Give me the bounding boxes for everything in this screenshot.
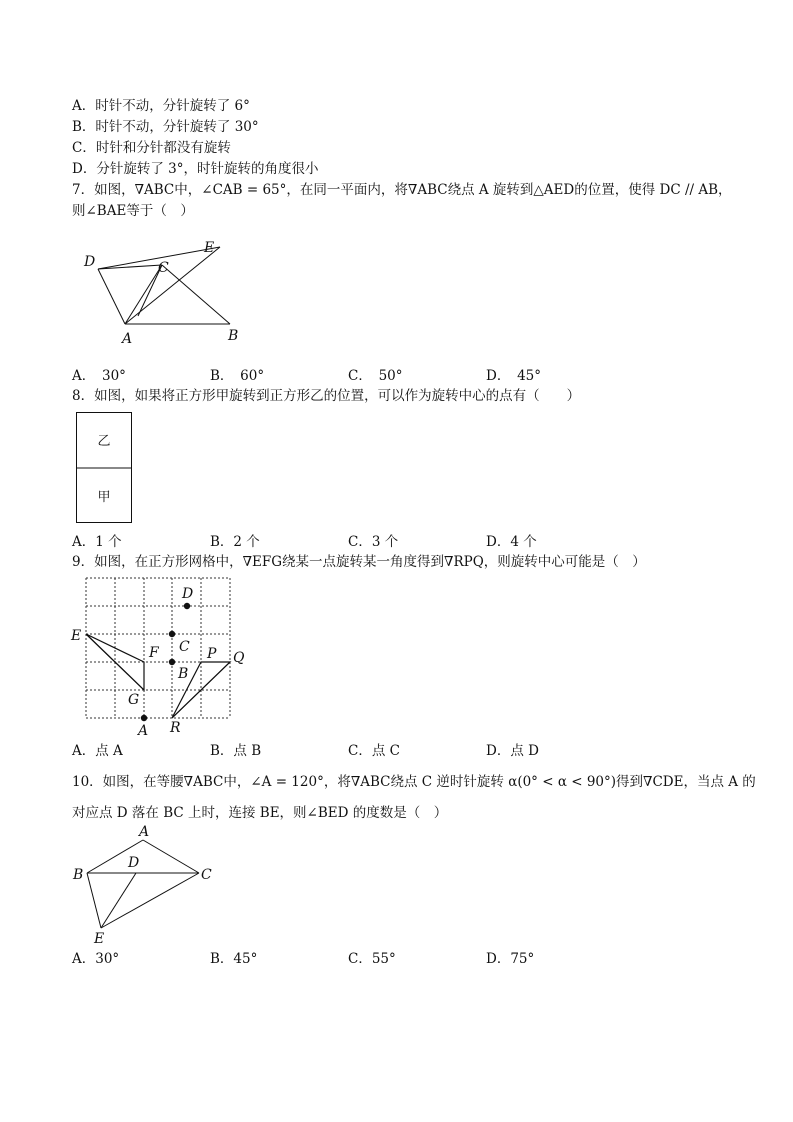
q7-label-e: E bbox=[204, 240, 215, 256]
q9-label-d: D bbox=[182, 586, 194, 602]
q6-option-b: B．时针不动，分针旋转了 30° bbox=[72, 119, 259, 135]
q10-label-b: B bbox=[73, 867, 84, 883]
q10-stem-line2: 对应点 D 落在 BC 上时，连接 BE，则∠BED 的度数是（ ） bbox=[72, 805, 448, 821]
q10-stem-line1: 10．如图，在等腰∇ABC中，∠A = 120°，将∇ABC绕点 C 逆时针旋转 α(0° < α < 90°)得到∇CDE，当点 A 的 bbox=[72, 774, 756, 790]
q7-option-b: B． 60° bbox=[210, 368, 265, 384]
q9-figure bbox=[68, 574, 258, 739]
q9-option-a: A．点 A bbox=[72, 743, 123, 759]
q9-option-d: D．点 D bbox=[486, 743, 539, 759]
q10-label-e: E bbox=[94, 931, 105, 947]
q9-label-f: F bbox=[149, 645, 159, 661]
q7-label-b: B bbox=[228, 328, 239, 344]
q6-option-c: C．时针和分针都没有旋转 bbox=[72, 140, 231, 156]
q9-label-g: G bbox=[128, 692, 140, 708]
q7-label-c: C bbox=[158, 260, 169, 276]
q9-stem: 9．如图，在正方形网格中，∇EFG绕某一点旋转某一角度得到∇RPQ，则旋转中心可能是（ ） bbox=[72, 554, 646, 570]
q9-label-p: P bbox=[207, 646, 217, 662]
q10-option-d: D．75° bbox=[486, 951, 535, 967]
q10-label-a: A bbox=[139, 824, 150, 840]
q10-label-c: C bbox=[201, 867, 212, 883]
q7-option-d: D． 45° bbox=[486, 368, 542, 384]
q9-label-q: Q bbox=[233, 650, 245, 666]
q10-figure bbox=[70, 824, 220, 949]
q6-option-a: A．时针不动，分针旋转了 6° bbox=[72, 98, 250, 114]
q9-label-e: E bbox=[71, 628, 82, 644]
q10-option-c: C．55° bbox=[348, 951, 396, 967]
q6-option-d: D．分针旋转了 3°，时针旋转的角度很小 bbox=[72, 161, 319, 177]
q7-option-c: C． 50° bbox=[348, 368, 403, 384]
q8-option-b: B．2 个 bbox=[210, 534, 260, 550]
square-jia-label: 甲 bbox=[97, 490, 111, 505]
q7-option-a: A． 30° bbox=[72, 368, 126, 384]
q8-option-c: C．3 个 bbox=[348, 534, 399, 550]
q9-option-c: C．点 C bbox=[348, 743, 400, 759]
q7-figure bbox=[80, 236, 250, 346]
q7-label-d: D bbox=[84, 254, 96, 270]
q7-stem-line1: 7．如图，∇ABC中，∠CAB = 65°，在同一平面内，将∇ABC绕点 A 旋转到△AED的位置，使得 DC // AB， bbox=[72, 182, 732, 198]
q9-label-r: R bbox=[170, 720, 181, 736]
q9-option-b: B．点 B bbox=[210, 743, 262, 759]
square-yi-label: 乙 bbox=[97, 434, 111, 449]
q8-figure bbox=[76, 412, 134, 524]
q7-label-a: A bbox=[122, 331, 133, 347]
q9-label-b: B bbox=[178, 666, 189, 682]
q8-option-d: D．4 个 bbox=[486, 534, 537, 550]
q9-label-c: C bbox=[179, 639, 190, 655]
q9-label-a: A bbox=[138, 723, 149, 739]
q10-option-a: A．30° bbox=[72, 951, 120, 967]
q8-stem: 8．如图，如果将正方形甲旋转到正方形乙的位置，可以作为旋转中心的点有（ ） bbox=[72, 388, 581, 404]
q10-option-b: B．45° bbox=[210, 951, 258, 967]
q8-option-a: A．1 个 bbox=[72, 534, 122, 550]
q7-stem-line2: 则∠BAE等于（ ） bbox=[72, 203, 194, 219]
q10-label-d: D bbox=[128, 855, 140, 871]
